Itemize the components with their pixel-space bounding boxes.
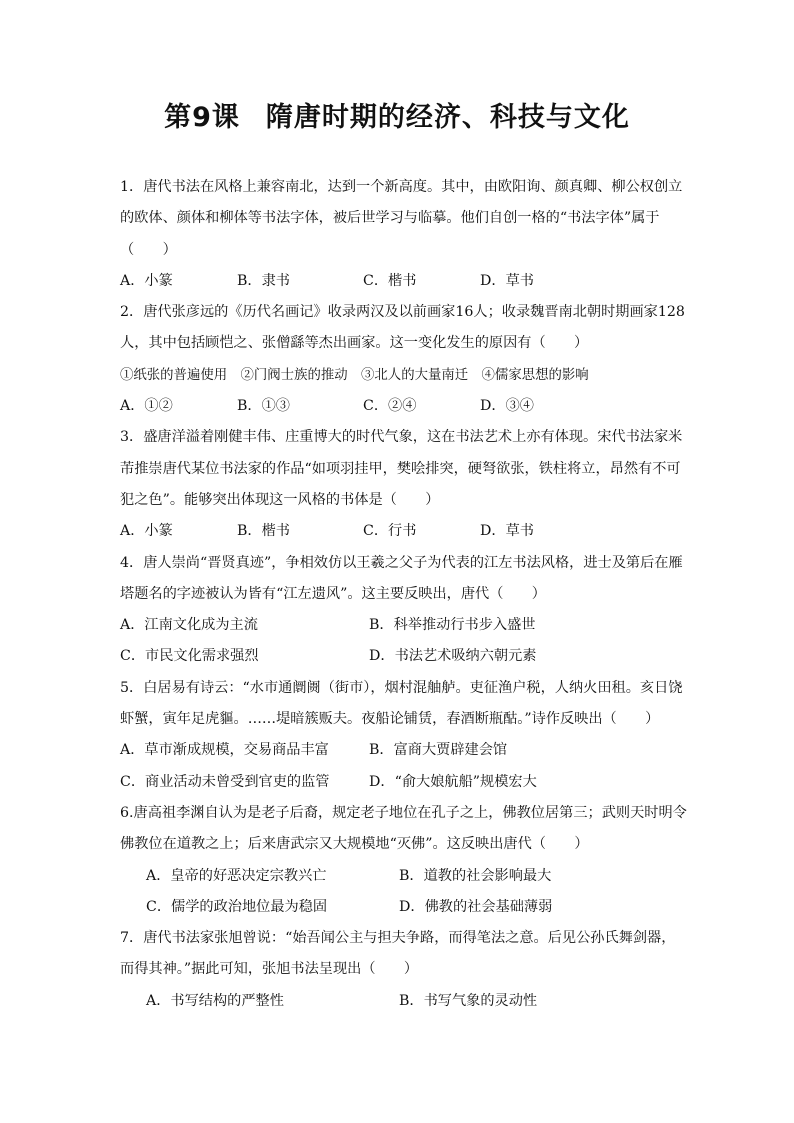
option-c[interactable]: C．儒学的政治地位最为稳固 [146, 898, 328, 915]
option-b[interactable]: B．①③ [237, 398, 290, 415]
answer-options-row-1 [120, 986, 680, 1017]
question-4 [120, 548, 683, 673]
option-a[interactable]: A．书写结构的严整性 [146, 992, 284, 1009]
option-b[interactable]: B．科举推动行书步入盛世 [369, 617, 536, 634]
question-text-line: 塔题名的字迹被认为皆有“江左遗风”。这主要反映出，唐代（ ） [120, 585, 546, 602]
question-3 [120, 422, 683, 547]
option-b[interactable]: B．隶书 [237, 272, 290, 289]
lesson-name: 隋唐时期的经济、科技与文化 [265, 102, 630, 133]
answer-options [120, 391, 680, 422]
statement-list: ①纸张的普遍使用 ②门阀士族的推动 ③北人的大量南迁 ④儒家思想的影响 [120, 367, 589, 383]
question-text-line: 6.唐高祖李渊自认为是老子后裔，规定老子地位在孔子之上，佛教位居第三；武则天时明令 [120, 804, 687, 821]
question-text-line: 4．唐人崇尚“晋贤真迹”，争相效仿以王羲之父子为代表的江左书法风格，进士及第后在雁 [120, 554, 683, 571]
option-c[interactable]: C．楷书 [363, 272, 417, 289]
question-text-line: 人，其中包括顾恺之、张僧繇等杰出画家。这一变化发生的原因有（ ） [120, 335, 589, 352]
question-text-line: 犯之色”。能够突出体现这一风格的书体是（ ） [120, 491, 440, 508]
option-a[interactable]: A．小篆 [120, 272, 173, 289]
question-text-line: 芾推崇唐代某位书法家的作品“如项羽挂甲，樊哙排突，硬弩欲张，铁柱将立，昂然有不可 [120, 460, 681, 477]
option-b[interactable]: B．富商大贾辟建会馆 [369, 742, 508, 759]
option-a[interactable]: A．江南文化成为主流 [120, 617, 258, 634]
option-a[interactable]: A．小篆 [120, 523, 173, 540]
option-a[interactable]: A．皇帝的好恶决定宗教兴亡 [146, 867, 327, 884]
option-c[interactable]: C．②④ [363, 398, 417, 415]
answer-options-row-1 [120, 861, 680, 892]
option-d[interactable]: D．草书 [480, 523, 534, 540]
question-list [120, 172, 687, 1017]
question-text-line: 7．唐代书法家张旭曾说：“始吾闻公主与担夫争路，而得笔法之意。后见公孙氏舞剑器， [120, 930, 676, 947]
question-text-line: （ ） [120, 241, 177, 258]
answer-options [120, 266, 680, 297]
question-text-line: 3．盛唐洋溢着刚健丰伟、庄重博大的时代气象，这在书法艺术上亦有体现。宋代书法家米 [120, 429, 683, 446]
question-2 [120, 297, 685, 422]
option-b[interactable]: B．楷书 [237, 523, 290, 540]
answer-options [120, 516, 680, 547]
question-text-line: 5．白居易有诗云：“水市通阛阓（街市），烟村混舳舻。吏征渔户税，人纳火田租。亥日饶 [120, 679, 683, 696]
question-text-line: 1．唐代书法在风格上兼容南北，达到一个新高度。其中，由欧阳询、颜真卿、柳公权创立 [120, 179, 683, 195]
question-text-line: 佛教位在道教之上；后来唐武宗又大规模地“灭佛”。这反映出唐代（ ） [120, 836, 589, 853]
question-7 [120, 923, 680, 1017]
option-a[interactable]: A．草市渐成规模，交易商品丰富 [120, 742, 329, 759]
option-b[interactable]: B．书写气象的灵动性 [399, 992, 538, 1009]
option-c[interactable]: C．行书 [363, 523, 417, 540]
option-c[interactable]: C．市民文化需求强烈 [120, 648, 259, 665]
option-d[interactable]: D．③④ [480, 398, 534, 415]
lesson-number: 第9课 [164, 102, 240, 133]
option-a[interactable]: A．①② [120, 398, 173, 415]
question-text-line: 而得其神。”据此可知，张旭书法呈现出（ ） [120, 961, 419, 978]
answer-options-row-2 [120, 641, 680, 672]
question-5 [120, 673, 683, 798]
question-text-line: 虾蟹，寅年足虎貙。……堤暗簇贩夫。夜船论铺赁，春酒断瓶酤。”诗作反映出（ ） [120, 711, 660, 728]
question-1 [120, 172, 683, 297]
option-d[interactable]: D．佛教的社会基础薄弱 [399, 898, 553, 915]
question-6 [120, 798, 687, 923]
answer-options-row-2 [120, 892, 680, 923]
option-d[interactable]: D．草书 [480, 272, 534, 289]
option-c[interactable]: C．商业活动未曾受到官吏的监管 [120, 773, 330, 790]
option-d[interactable]: D．“俞大娘航船”规模宏大 [369, 773, 537, 790]
answer-options-row-2 [120, 767, 680, 798]
question-text-line: 2．唐代张彦远的《历代名画记》收录两汉及以前画家16人；收录魏晋南北朝时期画家128 [120, 304, 685, 321]
option-b[interactable]: B．道教的社会影响最大 [399, 867, 552, 884]
option-d[interactable]: D．书法艺术吸纳六朝元素 [369, 648, 537, 665]
answer-options-row-1 [120, 735, 680, 766]
page-title [0, 98, 794, 138]
answer-options-row-1 [120, 610, 680, 641]
question-text-line: 的欧体、颜体和柳体等书法字体，被后世学习与临摹。他们自创一格的“书法字体”属于 [120, 210, 660, 227]
